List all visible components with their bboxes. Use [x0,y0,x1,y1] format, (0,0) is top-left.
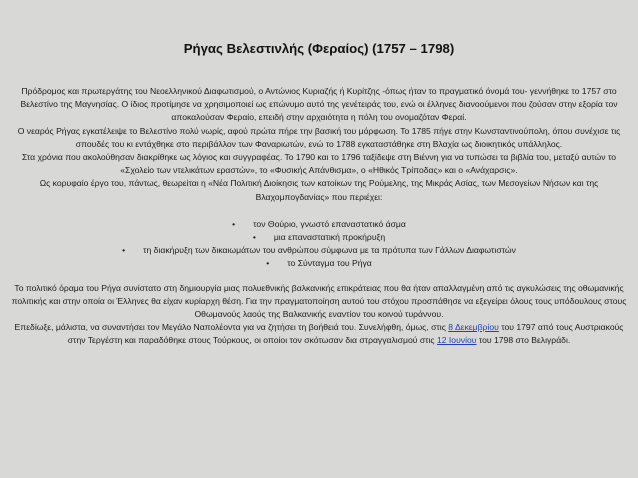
bullet-icon: • [252,232,256,243]
list-item-text: μια επαναστατική προκήρυξη [273,232,386,243]
link-date-death[interactable]: 12 Ιουνίου [436,335,477,346]
paragraph-works: Στα χρόνια που ακολούθησαν διακρίθηκε ως λόγιος και συγγραφέας. Το 1790 και το 1796 ταξίδεψε στη Βιέννη για να τυπώσει τα βιβλία του, μεταξύ αυτών το «Σχολείο των ντελικάτων εραστών», το «Φυσικής Απάνθισμα», ο «Ηθικός Τρίποδας» και ο «Ανάχαρσις». [21,152,616,176]
bullet-icon: • [266,258,270,269]
bullet-icon: • [122,245,126,256]
paragraph-youth: Ο νεαρός Ρήγας εγκατέλειψε το Βελεστίνο πολύ νωρίς, αφού πρώτα πήρε την βασική του μόρφωση. Το 1785 πήγε στην Κωνσταντινούπολη, όπου συνέχισε τις σπουδές του κι εντάχθηκε στο περιβάλλον των Φαναριωτών, ενώ το 1788 εγκαταστάθηκε στη Βλαχία ως διοικητικός υπάλληλος. [17,125,621,149]
list-item-text: τον Θούριο, γνωστό επαναστατικό άσμα [253,218,406,229]
list-item-text: το Σύνταγμα του Ρήγα [287,258,372,269]
list-item-text: τη διακήρυξη των δικαιωμάτων του ανθρώπου σύμφωνα με τα πρότυπα των Γάλλων Διαφωτιστών [143,245,516,256]
paragraph-intro: Πρόδρομος και πρωτεργάτης του Νεοελληνικού Διαφωτισμού, ο Αντώνιος Κυριαζής ή Κυρίτζης -όπως ήταν το πραγματικό όνομά του- γεννήθηκε το 1757 στο Βελεστίνο της Μαγνησίας. Ο ίδιος προτίμησε να χρησιμοποιεί ως επώνυμο αυτό της γενέτειράς του, ενώ οι έλληνες διανοούμενοι που ζούσαν στην εξορία τον αποκαλούσαν Φεραίο, επειδή στην αρχαιότητα η πόλη του ονομαζόταν Φεραί. [20,86,618,123]
text-segment: Επεδίωξε, μάλιστα, να συναντήσει τον Μεγάλο Ναπολέοντα για να ζητήσει τη βοήθειά του. Συνελήφθη, όμως, στις [14,322,449,333]
paragraph-main-work: Ως κορυφαίο έργο του, πάντως, θεωρείται η «Νέα Πολιτική Διοίκησις των κατοίκων της Ρούμελης, της Μικράς Ασίας, των Μεσογείων Νήσων και της Βλαχομπογδανίας» που περιέχει: [39,178,599,202]
paragraph-arrest [0,321,638,347]
bullet-icon: • [232,218,236,229]
list-item [0,231,638,244]
spacer [0,271,638,282]
link-date-arrest[interactable]: 8 Δεκεμβρίου [448,322,499,333]
paragraph-vision: Το πολιτικό όραμα του Ρήγα συνίστατο στη δημιουργία μιας πολυεθνικής βαλκανικής επικράτειας που θα ήταν απαλλαγμένη από τις αγκυλώσεις της οθωμανικής πολιτικής και στην οποία οι Έλληνες θα είχαν κυρίαρχη θέση. Για την πραγματοποίηση αυτού του στόχου προσπάθησε να εξεγείρει όλους τους υπόδουλους στους Οθωμανούς λαούς της Βαλκανικής εναντίον του κοινού τυράννου. [11,282,627,320]
list-item [0,257,638,270]
text-segment: του 1798 στο Βελιγράδι. [476,335,571,346]
text-segment: του 1797 από τους Αυστριακούς στην Τεργέστη και παραδόθηκε στους Τούρκους, οι οποίοι τον σκότωσαν δια στραγγαλισμού στις [67,322,624,346]
spacer [0,204,638,218]
page-title: Ρήγας Βελεστινλής (Φεραίος) (1757 – 1798) [183,41,455,56]
slide-body [0,85,638,348]
list-item [0,244,638,257]
list-item [0,218,638,231]
